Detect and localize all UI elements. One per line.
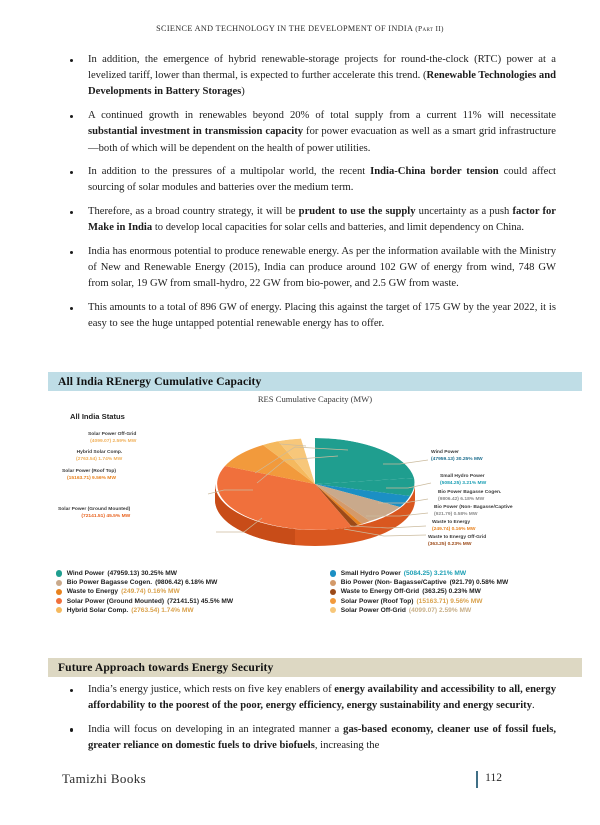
running-header xyxy=(0,24,600,33)
callout-name: Bio Power (Non- Bagasse/Captive xyxy=(434,505,513,510)
callout-value: (249.74) 0.16% MW xyxy=(432,526,476,532)
callout-name: Bio Power Bagasse Cogen. xyxy=(438,490,502,495)
legend-color-swatch xyxy=(56,598,62,604)
callout-value: (2763.54) 1.74% MW xyxy=(76,456,123,462)
callout-name: Small Hydro Power xyxy=(440,474,485,479)
callout-value: (9806.42) 6.18% MW xyxy=(438,496,485,502)
body-bottom xyxy=(62,682,556,762)
legend-value: (2763.54) 1.74% MW xyxy=(131,606,194,614)
legend-label: Waste to Energy xyxy=(66,588,119,596)
legend-value: (72141.51) 45.5% MW xyxy=(167,597,234,605)
footer-page-number: 112 xyxy=(485,772,502,784)
legend-label: Hybrid Solar Comp. xyxy=(66,606,129,614)
callout-small-hydro-power xyxy=(440,474,486,487)
legend-item xyxy=(330,607,582,614)
legend-item xyxy=(56,570,308,577)
callout-value: (363.25) 0.23% MW xyxy=(428,541,472,547)
legend-color-swatch xyxy=(330,589,336,595)
slice-wind-power xyxy=(315,438,414,484)
renewable-capacity-pie-chart xyxy=(48,392,582,650)
callout-solar-power-off-grid xyxy=(88,432,136,445)
callout-name: Hybrid Solar Comp. xyxy=(76,450,123,455)
body-top xyxy=(62,52,556,340)
legend-label: Bio Power Bagasse Cogen. xyxy=(66,579,153,587)
callout-value: (5084.25) 3.21% MW xyxy=(440,480,487,486)
running-header-title: SCIENCE AND TECHNOLOGY IN THE DEVELOPMENT OF INDIA xyxy=(156,24,413,33)
legend-color-swatch xyxy=(56,570,62,576)
bullet-item: A continued growth in renewables beyond 20% of total supply from a current 11% will necessitate substantial investment in transmission capacity for power evacuation as well as a smart grid infrastructure—both of which will be dependent on the health of power utilities. xyxy=(62,108,556,157)
bullet-list-top xyxy=(62,52,556,333)
legend-value: (15163.71) 9.56% MW xyxy=(416,597,483,605)
legend-color-swatch xyxy=(56,607,62,613)
chart-title: RES Cumulative Capacity (MW) xyxy=(257,394,373,404)
legend-item xyxy=(56,579,308,586)
legend-color-swatch xyxy=(330,570,336,576)
legend-color-swatch xyxy=(330,607,336,613)
callout-value: (47959.13) 30.25% MW xyxy=(431,456,483,462)
callout-value: (4099.07) 2.59% MW xyxy=(90,438,137,444)
legend-label: Wind Power xyxy=(66,570,105,577)
legend-label: Solar Power (Ground Mounted) xyxy=(66,597,165,605)
future-section-heading-label: Future Approach towards Energy Security xyxy=(58,661,274,674)
legend-color-swatch xyxy=(330,598,336,604)
callout-solar-power-ground-mounted xyxy=(58,507,130,520)
chart-section-heading xyxy=(48,372,582,391)
legend-item xyxy=(56,607,308,614)
legend-item xyxy=(330,579,582,586)
bullet-item: In addition, the emergence of hybrid renewable-storage projects for round-the-clock (RTC) power at a levelized tariff, lower than thermal, is expected to further accelerate this trend. (Renewable Technologies and Developments in Battery Storages) xyxy=(62,52,556,101)
legend-value: (921.79) 0.58% MW xyxy=(449,579,509,587)
bullet-item: In addition to the pressures of a multipolar world, the recent India-China border tension could affect sourcing of solar modules and batteries over the medium term. xyxy=(62,164,556,196)
legend-label: Solar Power Off-Grid xyxy=(340,606,406,614)
legend-item xyxy=(56,588,308,595)
bullet-item: India has enormous potential to produce renewable energy. As per the information available with the Ministry of New and Renewable Energy (2015), India can produce around 102 GW of energy from wind, 748 GW from solar, 19 GW from small-hydro, 22 GW from bio-power, and 2.5 GW from waste. xyxy=(62,244,556,293)
legend-value: (5084.25) 3.21% MW xyxy=(403,570,467,577)
chart-subtitle: All India Status xyxy=(70,412,125,421)
callout-bio-power-bagasse-cogen xyxy=(438,490,501,503)
callout-value: (72141.51) 45.5% MW xyxy=(81,513,131,519)
callout-value: (921.79) 0.58% MW xyxy=(434,511,478,517)
bullet-item: India will focus on developing in an integrated manner a gas-based economy, cleaner use of fossil fuels, greater reliance on domestic fuels to drive biofuels, increasing the xyxy=(62,722,556,754)
callout-waste-to-energy xyxy=(432,520,476,533)
pie-stage xyxy=(48,428,582,558)
page-footer xyxy=(62,771,556,793)
callout-name: Waste to Energy xyxy=(432,520,471,525)
pie-svg xyxy=(48,428,582,558)
legend-label: Solar Power (Roof Top) xyxy=(340,597,414,605)
callout-value: (15163.71) 9.56% MW xyxy=(67,475,116,481)
callout-bio-power-non-bagasse-captive xyxy=(434,505,513,518)
chart-legend xyxy=(56,570,582,614)
bullet-list-bottom xyxy=(62,682,556,754)
callout-waste-to-energy-off-grid xyxy=(428,535,486,548)
running-header-part: (Part II) xyxy=(415,24,444,33)
callout-name: Solar Power Off-Grid xyxy=(88,432,137,437)
legend-label: Small Hydro Power xyxy=(340,570,401,577)
footer-brand: Tamizhi Books xyxy=(62,771,147,786)
legend-label: Bio Power (Non- Bagasse/Captive xyxy=(340,579,447,587)
legend-color-swatch xyxy=(330,580,336,586)
callout-name: Wind Power xyxy=(431,450,459,455)
legend-label: Waste to Energy Off-Grid xyxy=(340,588,420,596)
future-section-heading xyxy=(48,658,582,677)
legend-value: (4099.07) 2.59% MW xyxy=(408,606,472,614)
legend-value: (363.25) 0.23% MW xyxy=(422,588,481,596)
bullet-item: This amounts to a total of 896 GW of energy. Placing this against the target of 175 GW by the year 2022, it is easy to see the huge untapped potential renewable energy has to offer. xyxy=(62,300,556,332)
callout-name: Waste to Energy Off-Grid xyxy=(428,535,487,540)
legend-color-swatch xyxy=(56,580,62,586)
callout-solar-power-roof-top xyxy=(62,469,116,482)
callout-wind-power xyxy=(431,450,483,463)
legend-item xyxy=(330,598,582,605)
legend-item xyxy=(330,570,582,577)
callout-hybrid-solar-comp xyxy=(76,450,122,463)
chart-section-heading-label: All India REnergy Cumulative Capacity xyxy=(58,375,262,388)
legend-value: (9806.42) 6.18% MW xyxy=(155,579,218,587)
legend-item xyxy=(56,598,308,605)
callout-name: Solar Power (Roof Top) xyxy=(62,469,116,474)
legend-color-swatch xyxy=(56,589,62,595)
callout-name: Solar Power (Ground Mounted) xyxy=(58,507,131,512)
bullet-item: India’s energy justice, which rests on five key enablers of energy availability and accessibility to all, energy affordability to the poorest of the poor, energy efficiency, energy sustainability and energy security. xyxy=(62,682,556,714)
legend-item xyxy=(330,588,582,595)
legend-value: (47959.13) 30.25% MW xyxy=(107,570,178,577)
legend-value: (249.74) 0.16% MW xyxy=(121,588,180,596)
bullet-item: Therefore, as a broad country strategy, it will be prudent to use the supply uncertainty as a push factor for Make in India to develop local capacities for solar cells and batteries, and limit dependency on China. xyxy=(62,204,556,236)
